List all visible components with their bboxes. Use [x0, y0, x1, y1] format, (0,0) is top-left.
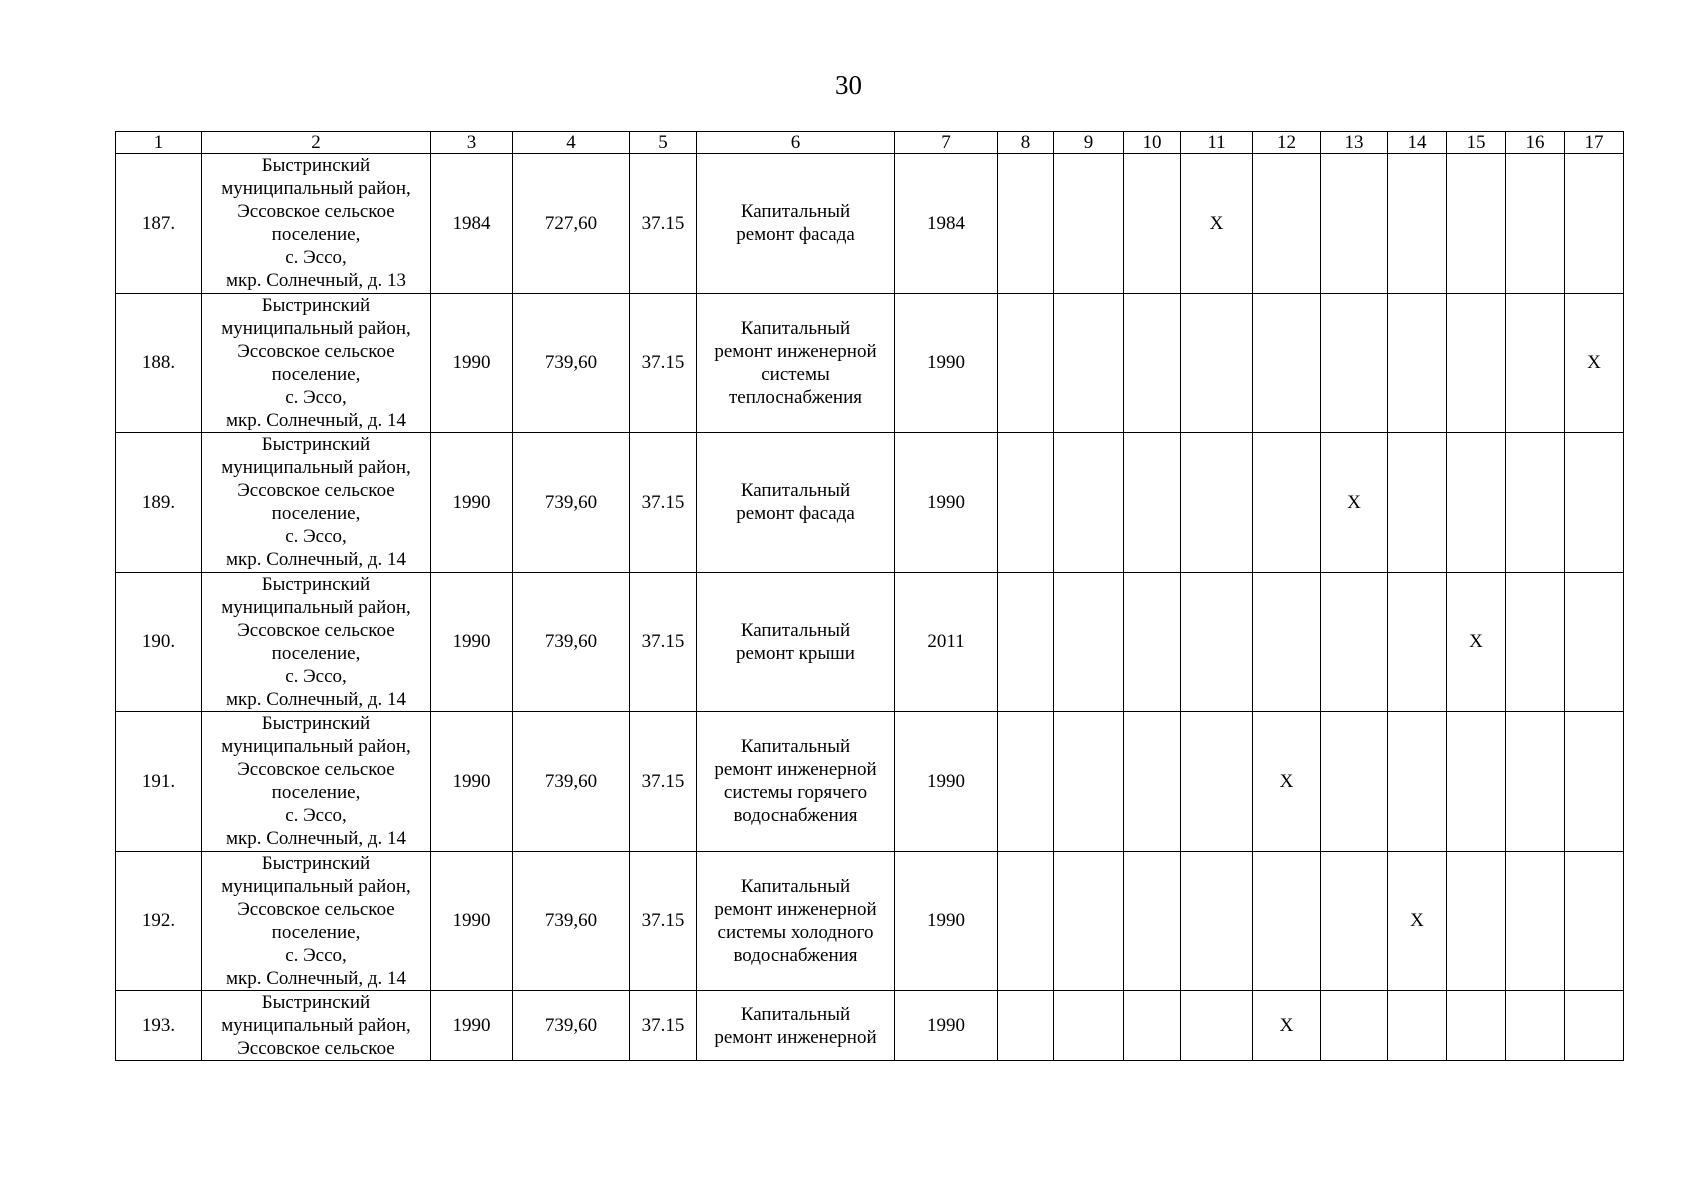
mark-cell	[1506, 991, 1565, 1061]
mark-cell	[1565, 851, 1624, 991]
col-header: 11	[1181, 132, 1253, 154]
mark-cell	[1124, 154, 1181, 294]
col-header: 10	[1124, 132, 1181, 154]
mark-cell: X	[1181, 154, 1253, 294]
row-number-cell: 193.	[116, 991, 202, 1061]
mark-cell	[1506, 712, 1565, 852]
registry-body	[116, 154, 1624, 1061]
mark-cell	[1253, 572, 1321, 712]
area-cell: 739,60	[513, 433, 630, 573]
col-header: 13	[1321, 132, 1388, 154]
col-header: 2	[202, 132, 431, 154]
mark-cell	[1124, 851, 1181, 991]
mark-cell	[998, 572, 1054, 712]
mark-cell	[1054, 433, 1124, 573]
code-cell: 37.15	[630, 572, 697, 712]
repair-year-cell: 1990	[895, 991, 998, 1061]
mark-cell	[998, 293, 1054, 433]
mark-cell	[1447, 712, 1506, 852]
mark-cell: X	[1388, 851, 1447, 991]
repair-year-cell: 1990	[895, 293, 998, 433]
row-number-cell: 190.	[116, 572, 202, 712]
mark-cell	[1447, 154, 1506, 294]
address-cell: Быстринский муниципальный район, Эссовское сельское	[202, 991, 431, 1061]
table-row	[116, 433, 1624, 573]
year-cell: 1990	[431, 712, 513, 852]
mark-cell	[1253, 851, 1321, 991]
mark-cell	[998, 154, 1054, 294]
mark-cell	[1506, 433, 1565, 573]
mark-cell	[1506, 851, 1565, 991]
col-header: 15	[1447, 132, 1506, 154]
repair-year-cell: 2011	[895, 572, 998, 712]
year-cell: 1990	[431, 991, 513, 1061]
area-cell: 739,60	[513, 851, 630, 991]
col-header: 4	[513, 132, 630, 154]
mark-cell	[1321, 154, 1388, 294]
col-header: 5	[630, 132, 697, 154]
mark-cell	[1321, 991, 1388, 1061]
col-header: 3	[431, 132, 513, 154]
code-cell: 37.15	[630, 433, 697, 573]
mark-cell	[1388, 991, 1447, 1061]
row-number-cell: 191.	[116, 712, 202, 852]
mark-cell	[1565, 991, 1624, 1061]
col-header: 9	[1054, 132, 1124, 154]
mark-cell	[998, 991, 1054, 1061]
address-cell: Быстринский муниципальный район, Эссовское сельское поселение, с. Эссо, мкр. Солнечный, д. 14	[202, 572, 431, 712]
mark-cell	[1253, 293, 1321, 433]
work-type-cell: Капитальный ремонт инженерной	[697, 991, 895, 1061]
year-cell: 1990	[431, 433, 513, 573]
year-cell: 1990	[431, 851, 513, 991]
area-cell: 727,60	[513, 154, 630, 294]
mark-cell	[1124, 433, 1181, 573]
address-cell: Быстринский муниципальный район, Эссовское сельское поселение, с. Эссо, мкр. Солнечный, д. 13	[202, 154, 431, 294]
row-number-cell: 188.	[116, 293, 202, 433]
work-type-cell: Капитальный ремонт крыши	[697, 572, 895, 712]
col-header: 16	[1506, 132, 1565, 154]
repair-year-cell: 1990	[895, 851, 998, 991]
mark-cell	[1321, 712, 1388, 852]
mark-cell: X	[1565, 293, 1624, 433]
mark-cell	[1124, 572, 1181, 712]
mark-cell	[1124, 293, 1181, 433]
mark-cell	[1054, 572, 1124, 712]
table-row	[116, 154, 1624, 294]
code-cell: 37.15	[630, 712, 697, 852]
mark-cell: X	[1253, 712, 1321, 852]
mark-cell	[1181, 991, 1253, 1061]
mark-cell	[1565, 433, 1624, 573]
mark-cell	[1054, 293, 1124, 433]
code-cell: 37.15	[630, 154, 697, 294]
col-header: 14	[1388, 132, 1447, 154]
mark-cell	[1124, 712, 1181, 852]
mark-cell	[1447, 433, 1506, 573]
work-type-cell: Капитальный ремонт инженерной системы горячего водоснабжения	[697, 712, 895, 852]
row-number-cell: 187.	[116, 154, 202, 294]
mark-cell	[1181, 433, 1253, 573]
work-type-cell: Капитальный ремонт фасада	[697, 154, 895, 294]
mark-cell	[1447, 851, 1506, 991]
mark-cell	[1054, 712, 1124, 852]
mark-cell	[998, 851, 1054, 991]
mark-cell	[1447, 293, 1506, 433]
work-type-cell: Капитальный ремонт фасада	[697, 433, 895, 573]
mark-cell	[1388, 572, 1447, 712]
col-header: 17	[1565, 132, 1624, 154]
header-row	[116, 132, 1624, 154]
work-type-cell: Капитальный ремонт инженерной системы холодного водоснабжения	[697, 851, 895, 991]
mark-cell	[1321, 572, 1388, 712]
mark-cell	[1054, 154, 1124, 294]
table-row	[116, 712, 1624, 852]
col-header: 12	[1253, 132, 1321, 154]
year-cell: 1990	[431, 572, 513, 712]
address-cell: Быстринский муниципальный район, Эссовское сельское поселение, с. Эссо, мкр. Солнечный, д. 14	[202, 712, 431, 852]
col-header: 6	[697, 132, 895, 154]
mark-cell	[1253, 433, 1321, 573]
area-cell: 739,60	[513, 572, 630, 712]
address-cell: Быстринский муниципальный район, Эссовское сельское поселение, с. Эссо, мкр. Солнечный, д. 14	[202, 851, 431, 991]
mark-cell	[1565, 712, 1624, 852]
mark-cell	[1565, 572, 1624, 712]
mark-cell	[1506, 293, 1565, 433]
address-cell: Быстринский муниципальный район, Эссовское сельское поселение, с. Эссо, мкр. Солнечный, д. 14	[202, 433, 431, 573]
mark-cell: X	[1321, 433, 1388, 573]
mark-cell	[1447, 991, 1506, 1061]
mark-cell	[1388, 433, 1447, 573]
area-cell: 739,60	[513, 293, 630, 433]
table-row	[116, 293, 1624, 433]
mark-cell	[1253, 154, 1321, 294]
col-header: 8	[998, 132, 1054, 154]
mark-cell	[1565, 154, 1624, 294]
code-cell: 37.15	[630, 851, 697, 991]
table-row	[116, 572, 1624, 712]
mark-cell: X	[1447, 572, 1506, 712]
repair-year-cell: 1984	[895, 154, 998, 294]
row-number-cell: 192.	[116, 851, 202, 991]
mark-cell	[1181, 851, 1253, 991]
mark-cell	[1054, 991, 1124, 1061]
mark-cell	[1388, 154, 1447, 294]
mark-cell	[1054, 851, 1124, 991]
year-cell: 1990	[431, 293, 513, 433]
area-cell: 739,60	[513, 991, 630, 1061]
work-type-cell: Капитальный ремонт инженерной системы теплоснабжения	[697, 293, 895, 433]
mark-cell	[1181, 572, 1253, 712]
table-row	[116, 991, 1624, 1061]
mark-cell	[1181, 293, 1253, 433]
mark-cell	[1181, 712, 1253, 852]
col-header: 7	[895, 132, 998, 154]
mark-cell	[998, 712, 1054, 852]
mark-cell	[1388, 712, 1447, 852]
mark-cell	[1388, 293, 1447, 433]
address-cell: Быстринский муниципальный район, Эссовское сельское поселение, с. Эссо, мкр. Солнечный, д. 14	[202, 293, 431, 433]
row-number-cell: 189.	[116, 433, 202, 573]
mark-cell	[1321, 293, 1388, 433]
mark-cell: X	[1253, 991, 1321, 1061]
col-header: 1	[116, 132, 202, 154]
area-cell: 739,60	[513, 712, 630, 852]
mark-cell	[1506, 154, 1565, 294]
code-cell: 37.15	[630, 991, 697, 1061]
repair-year-cell: 1990	[895, 712, 998, 852]
mark-cell	[998, 433, 1054, 573]
page-number: 30	[835, 70, 862, 100]
registry-table	[115, 131, 1624, 1061]
mark-cell	[1124, 991, 1181, 1061]
mark-cell	[1321, 851, 1388, 991]
mark-cell	[1506, 572, 1565, 712]
year-cell: 1984	[431, 154, 513, 294]
table-row	[116, 851, 1624, 991]
repair-year-cell: 1990	[895, 433, 998, 573]
code-cell: 37.15	[630, 293, 697, 433]
